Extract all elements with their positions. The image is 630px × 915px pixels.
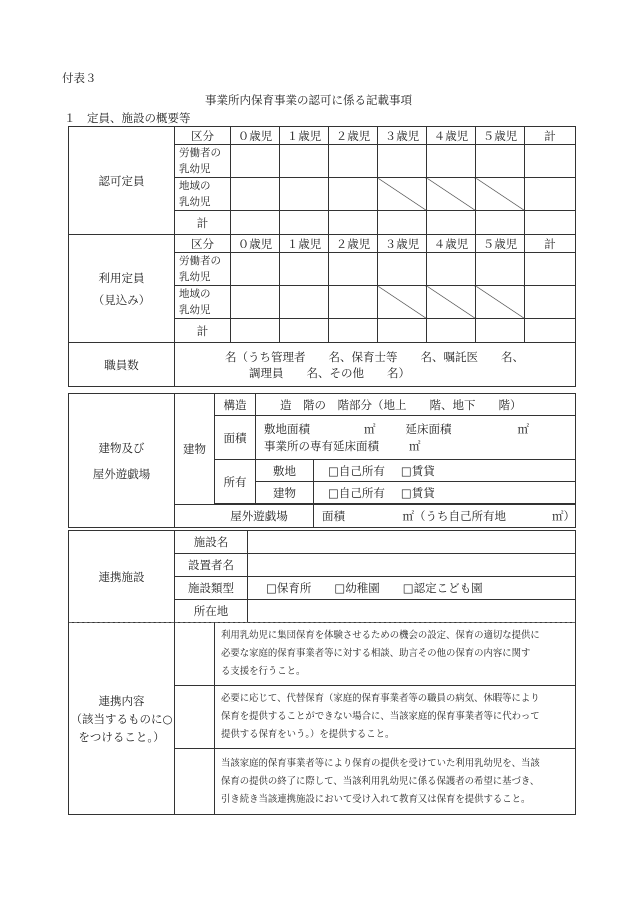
diagonal-cell bbox=[427, 286, 476, 319]
founder-name-label: 設置者名 bbox=[175, 554, 248, 577]
age-3-header: ３歳児 bbox=[378, 235, 427, 253]
total-header: 計 bbox=[525, 127, 576, 145]
capacity-cell[interactable] bbox=[329, 145, 378, 178]
appendix-label: 付表３ bbox=[62, 71, 97, 85]
capacity-cell[interactable] bbox=[231, 178, 280, 211]
approved-capacity-label: 認可定員 bbox=[69, 127, 175, 235]
capacity-cell[interactable] bbox=[280, 253, 329, 286]
circle-mark-cell[interactable] bbox=[175, 686, 215, 749]
site-ownership-label: 敷地 bbox=[256, 460, 314, 482]
capacity-cell[interactable] bbox=[476, 145, 525, 178]
total-row-label: 計 bbox=[175, 319, 231, 343]
content-table bbox=[68, 622, 576, 815]
capacity-cell[interactable] bbox=[231, 211, 280, 235]
capacity-cell[interactable] bbox=[378, 211, 427, 235]
sqm-unit: ㎡ bbox=[409, 438, 421, 453]
location-label: 所在地 bbox=[175, 600, 248, 623]
capacity-cell[interactable] bbox=[476, 211, 525, 235]
building-section-label: 建物及び 屋外遊戯場 bbox=[69, 394, 175, 528]
content-item-2: 必要に応じて、代替保育（家庭的保育事業者等の職員の病気、休暇等により 保育を提供することができない場合に、当該家庭的保育事業者等に代わって 提供する保育をいう。）を提供すること。 bbox=[215, 686, 576, 749]
total-row-label: 計 bbox=[175, 211, 231, 235]
age-2-header: ２歳児 bbox=[329, 235, 378, 253]
age-0-header: ０歳児 bbox=[231, 127, 280, 145]
founder-name-field[interactable] bbox=[248, 554, 576, 577]
ownership-label: 所有 bbox=[215, 460, 256, 504]
category-header: 区分 bbox=[175, 127, 231, 145]
document-title: 事業所内保育事業の認可に係る記載事項 bbox=[205, 93, 412, 107]
partner-table bbox=[68, 530, 576, 623]
section-heading: １ 定員、施設の概要等 bbox=[64, 111, 191, 125]
diagonal-cell bbox=[378, 286, 427, 319]
capacity-table bbox=[68, 126, 576, 387]
local-children-label: 地域の 乳幼児 bbox=[175, 178, 231, 211]
floor-area-label: 延床面積 bbox=[405, 421, 452, 436]
building-ownership-label: 建物 bbox=[256, 482, 314, 504]
staff-count-field[interactable] bbox=[175, 343, 576, 387]
capacity-cell[interactable] bbox=[231, 319, 280, 343]
age-4-header: ４歳児 bbox=[427, 235, 476, 253]
capacity-cell[interactable] bbox=[231, 145, 280, 178]
age-4-header: ４歳児 bbox=[427, 127, 476, 145]
area-label: 面積 bbox=[215, 416, 256, 460]
staff-line-2: 調理員 名、その他 名） bbox=[249, 365, 410, 380]
facility-type-label: 施設類型 bbox=[175, 577, 248, 600]
content-item-3: 当該家庭的保育事業者等により保育の提供を受けていた利用乳幼児を、当該 保育の提供の終了に際して、当該利用乳幼児に係る保護者の希望に基づき、 引き続き当該連携施設において受け入れて教育又は保育を提供すること。 bbox=[215, 749, 576, 815]
total-header: 計 bbox=[525, 235, 576, 253]
capacity-cell[interactable] bbox=[476, 319, 525, 343]
structure-field[interactable]: 造 階の 階部分（地上 階、地下 階） bbox=[256, 394, 576, 416]
building-label: 建物 bbox=[175, 394, 215, 505]
staff-count-label: 職員数 bbox=[69, 343, 175, 387]
workers-children-label: 労働者の 乳幼児 bbox=[175, 145, 231, 178]
site-ownership-options[interactable] bbox=[314, 460, 576, 482]
lease-checkbox[interactable]: □賃貸 bbox=[400, 485, 435, 500]
circle-mark-cell[interactable] bbox=[175, 749, 215, 815]
capacity-cell[interactable] bbox=[427, 211, 476, 235]
building-ownership-options[interactable] bbox=[314, 482, 576, 504]
capacity-cell[interactable] bbox=[329, 286, 378, 319]
staff-line-1: 名（うち管理者 名、保育士等 名、嘱託医 名、 bbox=[225, 349, 524, 364]
playground-area-field[interactable]: 面積 ㎡（うち自己所有地 ㎡） bbox=[314, 505, 576, 528]
age-0-header: ０歳児 bbox=[231, 235, 280, 253]
capacity-cell[interactable] bbox=[280, 286, 329, 319]
sqm-unit: ㎡ bbox=[517, 421, 529, 436]
capacity-cell[interactable] bbox=[329, 211, 378, 235]
own-checkbox[interactable]: □自己所有 bbox=[328, 463, 385, 478]
sqm-unit: ㎡ bbox=[364, 421, 376, 436]
diagonal-cell bbox=[476, 178, 525, 211]
playground-label: 屋外遊戯場 bbox=[175, 505, 314, 528]
site-area-label: 敷地面積 bbox=[264, 421, 310, 436]
capacity-cell[interactable] bbox=[525, 319, 576, 343]
capacity-cell[interactable] bbox=[427, 145, 476, 178]
own-checkbox[interactable]: □自己所有 bbox=[328, 485, 385, 500]
diagonal-cell bbox=[378, 178, 427, 211]
capacity-cell[interactable] bbox=[231, 286, 280, 319]
age-5-header: ５歳児 bbox=[476, 235, 525, 253]
age-1-header: １歳児 bbox=[280, 235, 329, 253]
capacity-cell[interactable] bbox=[525, 253, 576, 286]
exclusive-area-label: 事業所の専有延床面積 bbox=[264, 438, 379, 453]
partner-facility-label: 連携施設 bbox=[69, 531, 175, 623]
capacity-cell[interactable] bbox=[378, 145, 427, 178]
age-3-header: ３歳児 bbox=[378, 127, 427, 145]
capacity-cell[interactable] bbox=[378, 253, 427, 286]
content-item-1: 利用乳幼児に集団保育を体験させるための機会の設定、保育の適切な提供に 必要な家庭的保育事業者等に対する相談、助言その他の保育の内容に関す る支援を行うこと。 bbox=[215, 623, 576, 686]
capacity-cell[interactable] bbox=[525, 178, 576, 211]
capacity-cell[interactable] bbox=[476, 253, 525, 286]
capacity-cell[interactable] bbox=[280, 211, 329, 235]
category-header: 区分 bbox=[175, 235, 231, 253]
capacity-cell[interactable] bbox=[231, 253, 280, 286]
capacity-cell[interactable] bbox=[525, 286, 576, 319]
lease-checkbox[interactable]: □賃貸 bbox=[400, 463, 435, 478]
capacity-cell[interactable] bbox=[525, 145, 576, 178]
age-5-header: ５歳児 bbox=[476, 127, 525, 145]
workers-children-label: 労働者の 乳幼児 bbox=[175, 253, 231, 286]
capacity-cell[interactable] bbox=[427, 319, 476, 343]
structure-label: 構造 bbox=[215, 394, 256, 416]
diagonal-cell bbox=[427, 178, 476, 211]
capacity-cell[interactable] bbox=[329, 253, 378, 286]
capacity-cell[interactable] bbox=[427, 253, 476, 286]
capacity-cell[interactable] bbox=[378, 319, 427, 343]
facility-name-label: 施設名 bbox=[175, 531, 248, 554]
facility-name-field[interactable] bbox=[248, 531, 576, 554]
use-capacity-label: 利用定員 （見込み） bbox=[69, 235, 175, 343]
facility-type-options[interactable]: □保育所 □幼稚園 □認定こども園 bbox=[248, 577, 576, 600]
location-field[interactable] bbox=[248, 600, 576, 623]
capacity-cell[interactable] bbox=[280, 145, 329, 178]
content-label: 連携内容 （該当するものに○ をつけること。） bbox=[69, 623, 175, 815]
building-table bbox=[68, 393, 576, 528]
capacity-cell[interactable] bbox=[329, 178, 378, 211]
diagonal-cell bbox=[476, 286, 525, 319]
circle-mark-cell[interactable] bbox=[175, 623, 215, 686]
capacity-cell[interactable] bbox=[280, 319, 329, 343]
local-children-label: 地域の 乳幼児 bbox=[175, 286, 231, 319]
capacity-cell[interactable] bbox=[280, 178, 329, 211]
area-field[interactable] bbox=[256, 416, 576, 460]
capacity-cell[interactable] bbox=[329, 319, 378, 343]
age-2-header: ２歳児 bbox=[329, 127, 378, 145]
age-1-header: １歳児 bbox=[280, 127, 329, 145]
capacity-cell[interactable] bbox=[525, 211, 576, 235]
